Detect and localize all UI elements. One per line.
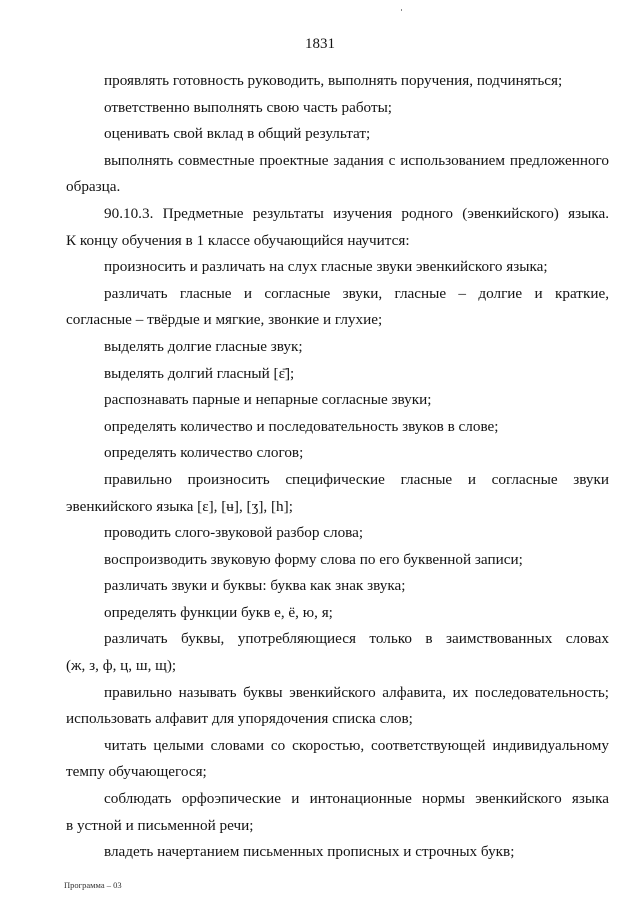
body-text [66,68,609,866]
list-item: владеть начертанием письменных прописных и строчных букв; [104,843,515,861]
list-item: произносить и различать на слух гласные звуки эвенкийского языка; [104,258,548,276]
list-item: проводить слого-звуковой разбор слова; [104,524,364,542]
list-item: читать целыми словами со скоростью, соответствующей индивидуальному [104,736,609,754]
list-item: правильно произносить специфические гласные и согласные звуки [104,470,609,488]
list-item: выполнять совместные проектные задания с использованием предложенного [104,151,609,169]
list-item: различать буквы, употребляющиеся только в заимствованных словах [104,630,609,648]
list-item-continuation: темпу обучающегося; [66,763,207,781]
list-item: определять количество слогов; [104,444,304,462]
list-item: определять функции букв е, ё, ю, я; [104,603,333,621]
list-item: оценивать свой вклад в общий результат; [104,125,371,143]
list-item-continuation: согласные – твёрдые и мягкие, звонкие и глухие; [66,311,383,329]
list-item: распознавать парные и непарные согласные звуки; [104,391,432,409]
list-item: соблюдать орфоэпические и интонационные нормы эвенкийского языка [104,790,609,808]
list-item-continuation: использовать алфавит для упорядочения списка слов; [66,710,413,728]
list-item: выделять долгие гласные звук; [104,337,303,355]
list-item: определять количество и последовательность звуков в слове; [104,417,499,435]
list-item: воспроизводить звуковую форму слова по его буквенной записи; [104,550,523,568]
list-item: проявлять готовность руководить, выполнять поручения, подчиняться; [104,72,563,89]
list-item-continuation: (ж, з, ф, ц, ш, щ); [66,657,177,675]
list-item-continuation: образца. [66,178,121,196]
list-item: правильно называть буквы эвенкийского алфавита, их последовательность; [104,683,609,701]
page-number: 1831 [305,36,335,52]
list-item-continuation: в устной и письменной речи; [66,816,254,834]
list-item: ответственно выполнять свою часть работы; [104,98,393,116]
list-item-continuation: эвенкийского языка [ɛ], [ʉ], [ʒ], [h]; [66,497,293,515]
scan-mark [401,9,402,11]
section-heading-continuation: К концу обучения в 1 классе обучающийся научится: [66,231,410,249]
list-item: различать звуки и буквы: буква как знак звука; [104,577,406,595]
footer-label: Программа – 03 [64,880,122,890]
list-item: различать гласные и согласные звуки, гласные – долгие и краткие, [104,284,609,302]
section-heading: 90.10.3. Предметные результаты изучения родного (эвенкийского) языка. [104,204,609,222]
list-item: выделять долгий гласный [ɛ̄]; [104,364,295,382]
